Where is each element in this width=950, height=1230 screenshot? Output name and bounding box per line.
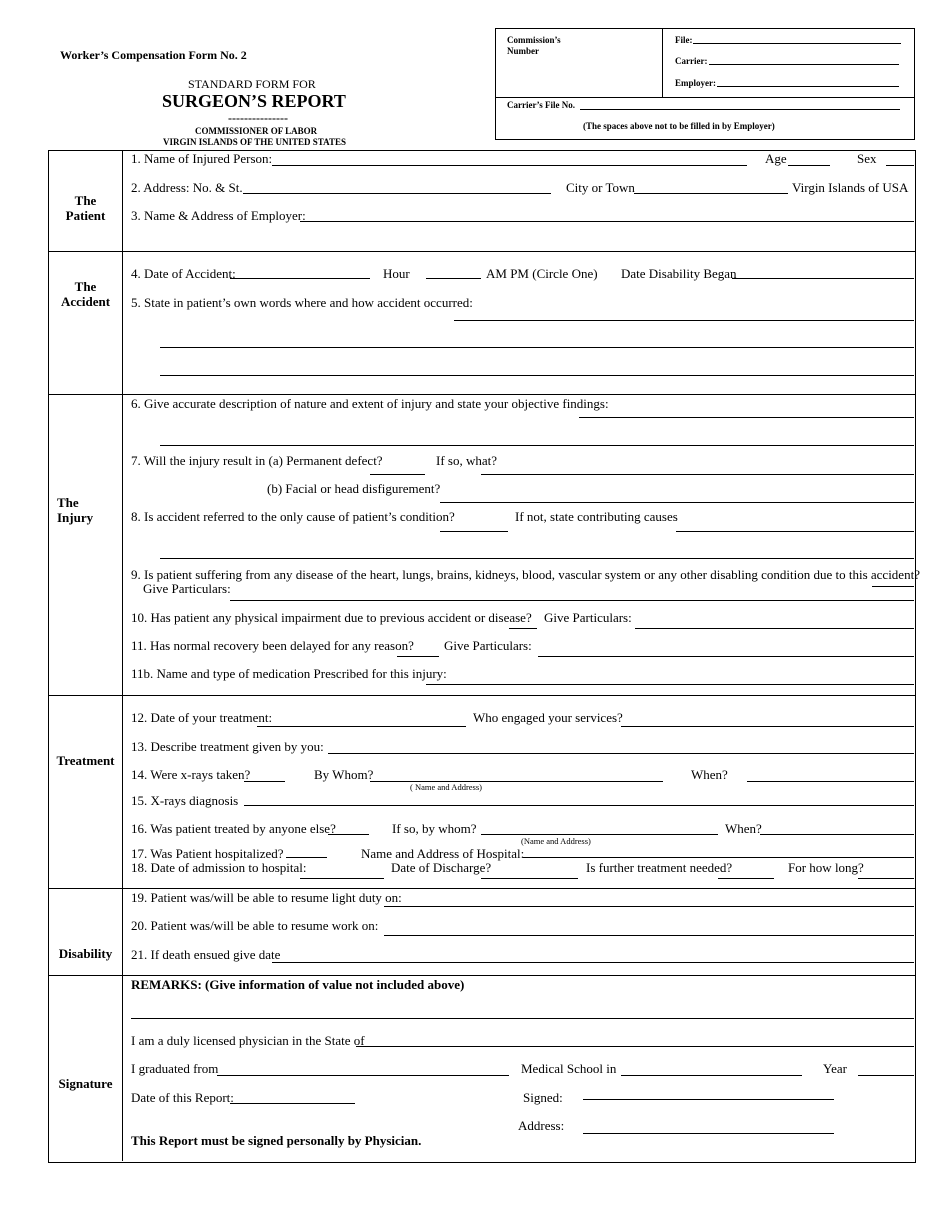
injured-name-field[interactable]	[272, 165, 747, 166]
q7-ifso-label: If so, what?	[436, 453, 498, 468]
q2-label: 2. Address: No. & St.	[131, 180, 243, 195]
death-date-field[interactable]	[272, 962, 914, 963]
sex-label: Sex	[857, 151, 877, 166]
q14-name-address-hint: ( Name and Address)	[410, 782, 482, 792]
q18-further-label: Is further treatment needed?	[586, 860, 733, 875]
licensed-label: I am a duly licensed physician in the State of	[131, 1033, 365, 1048]
address-street-field[interactable]	[243, 193, 551, 194]
q9-particulars-label: Give Particulars:	[143, 581, 231, 596]
city-field[interactable]	[634, 193, 788, 194]
q12-label: 12. Date of your treatment:	[131, 710, 273, 725]
graduated-from-field[interactable]	[217, 1075, 509, 1076]
q11b-label: 11b. Name and type of medication Prescribed for this injury:	[131, 666, 447, 681]
accident-description-line-1[interactable]	[454, 320, 914, 321]
city-label: City or Town	[566, 180, 635, 195]
date-report-label: Date of this Report:	[131, 1090, 234, 1105]
q16-name-address-hint: (Name and Address)	[521, 836, 591, 846]
section-treatment: Treatment	[56, 753, 115, 768]
q11-particulars-label: Give Particulars:	[444, 638, 532, 653]
disfigurement-field[interactable]	[440, 502, 914, 503]
q9-label: 9. Is patient suffering from any disease of the heart, lungs, brains, kidneys, blood, vascular system or any other disabling condition due to this accident?	[131, 567, 920, 582]
section-injury: The Injury	[57, 495, 94, 525]
section-signature: Signature	[58, 1076, 113, 1091]
impairment-particulars-field[interactable]	[635, 628, 914, 629]
graduation-year-field[interactable]	[858, 1075, 914, 1076]
q19-label: 19. Patient was/will be able to resume light duty on:	[131, 890, 402, 905]
file-field[interactable]	[693, 43, 901, 44]
q14-label: 14. Were x-rays taken?	[131, 767, 251, 782]
treated-by-other-field[interactable]	[328, 834, 369, 835]
vi-usa-label: Virgin Islands of USA	[792, 180, 909, 195]
remarks-field[interactable]	[131, 1018, 914, 1019]
sex-field[interactable]	[886, 165, 914, 166]
q8-label: 8. Is accident referred to the only cause of patient’s condition?	[131, 509, 455, 524]
page-title: SURGEON’S REPORT	[162, 91, 346, 111]
further-treatment-field[interactable]	[718, 878, 774, 879]
q16-label: 16. Was patient treated by anyone else?	[131, 821, 336, 836]
employer-address-field[interactable]	[300, 221, 914, 222]
carrier-field[interactable]	[709, 64, 899, 65]
q3-label: 3. Name & Address of Employer:	[131, 208, 306, 223]
other-treater-field[interactable]	[481, 834, 718, 835]
employer-office-field[interactable]	[717, 86, 899, 87]
q18-label: 18. Date of admission to hospital:	[131, 860, 307, 875]
discharge-date-field[interactable]	[481, 878, 578, 879]
other-treater-when-field[interactable]	[760, 834, 914, 835]
q8-ifnot-label: If not, state contributing causes	[515, 509, 678, 524]
form-number: Worker’s Compensation Form No. 2	[60, 48, 247, 62]
q14-when-label: When?	[691, 767, 728, 782]
ampm-label: AM PM (Circle One)	[486, 266, 598, 281]
resume-work-field[interactable]	[384, 935, 914, 936]
q13-label: 13. Describe treatment given by you:	[131, 739, 324, 754]
recovery-delayed-field[interactable]	[397, 656, 439, 657]
q12-who-label: Who engaged your services?	[473, 710, 623, 725]
address-label: Address:	[518, 1118, 565, 1133]
q1-label: 1. Name of Injured Person:	[131, 151, 273, 166]
q18-howlong-label: For how long?	[788, 860, 864, 875]
q16-when-label: When?	[725, 821, 762, 836]
q15-label: 15. X-rays diagnosis	[131, 793, 239, 808]
hospital-name-address-field[interactable]	[523, 857, 914, 858]
q5-label: 5. State in patient’s own words where and how accident occurred:	[131, 295, 473, 310]
age-label: Age	[765, 151, 787, 166]
carrier-file-no-label: Carrier’s File No.	[507, 100, 576, 110]
admission-date-field[interactable]	[300, 878, 384, 879]
contributing-causes-field[interactable]	[676, 531, 914, 532]
recovery-particulars-field[interactable]	[538, 656, 914, 657]
q4-label: 4. Date of Accident:	[131, 266, 236, 281]
commissioner-label: COMMISSIONER OF LABOR	[195, 126, 318, 136]
title-dashes: ---------------	[228, 111, 288, 125]
disability-began-field[interactable]	[732, 278, 914, 279]
xrays-when-field[interactable]	[747, 781, 914, 782]
license-state-field[interactable]	[356, 1046, 914, 1047]
year-label: Year	[823, 1061, 847, 1076]
permanent-defect-field[interactable]	[370, 474, 425, 475]
how-long-field[interactable]	[858, 878, 914, 879]
commission-number-label: Commission’s	[507, 35, 561, 45]
med-school-location-field[interactable]	[621, 1075, 802, 1076]
hour-label: Hour	[383, 266, 410, 281]
treatment-description-field[interactable]	[328, 753, 914, 754]
standard-form-label: STANDARD FORM FOR	[188, 77, 316, 91]
section-patient: The Patient	[65, 193, 106, 223]
report-date-field[interactable]	[230, 1103, 355, 1104]
xrays-diagnosis-field[interactable]	[244, 805, 914, 806]
graduated-label: I graduated from	[131, 1061, 219, 1076]
engaged-by-field[interactable]	[621, 726, 914, 727]
light-duty-field[interactable]	[384, 906, 914, 907]
q20-label: 20. Patient was/will be able to resume work on:	[131, 918, 379, 933]
q10-particulars-label: Give Particulars:	[544, 610, 632, 625]
employer-label: Employer:	[675, 78, 716, 88]
med-school-label: Medical School in	[521, 1061, 617, 1076]
must-sign-note: This Report must be signed personally by Physician.	[131, 1133, 422, 1148]
commission-number-label-2: Number	[507, 46, 539, 56]
q7-label: 7. Will the injury result in (a) Permanent defect?	[131, 453, 383, 468]
age-field[interactable]	[788, 165, 830, 166]
q10-label: 10. Has patient any physical impairment due to previous accident or disease?	[131, 610, 532, 625]
physician-address-field[interactable]	[583, 1133, 834, 1134]
islands-label: VIRGIN ISLANDS OF THE UNITED STATES	[163, 137, 346, 147]
accident-description-line-2[interactable]	[160, 347, 914, 348]
q6-label: 6. Give accurate description of nature and extent of injury and state your objective findings:	[131, 396, 609, 411]
disability-began-label: Date Disability Began	[621, 266, 737, 281]
hospitalized-field[interactable]	[286, 857, 327, 858]
treatment-date-field[interactable]	[257, 726, 466, 727]
carrier-label: Carrier:	[675, 56, 708, 66]
section-accident: The Accident	[60, 279, 111, 309]
impairment-field[interactable]	[509, 628, 537, 629]
label-column-divider	[122, 151, 123, 1161]
contributing-causes-line-2[interactable]	[160, 558, 914, 559]
accident-description-line-3[interactable]	[160, 375, 914, 376]
q16-ifso-label: If so, by whom?	[392, 821, 477, 836]
xrays-taken-field[interactable]	[244, 781, 285, 782]
accident-date-field[interactable]	[230, 278, 370, 279]
permanent-defect-what-field[interactable]	[481, 474, 914, 475]
q21-label: 21. If death ensued give date	[131, 947, 281, 962]
q17-label: 17. Was Patient hospitalized?	[131, 846, 284, 861]
office-note: (The spaces above not to be filled in by Employer)	[583, 121, 775, 131]
injury-description-line-2[interactable]	[160, 445, 914, 446]
q11-label: 11. Has normal recovery been delayed for any reason?	[131, 638, 414, 653]
signed-label: Signed:	[523, 1090, 563, 1105]
hour-field[interactable]	[426, 278, 481, 279]
signature-field[interactable]	[583, 1099, 834, 1100]
only-cause-field[interactable]	[440, 531, 508, 532]
remarks-label: REMARKS: (Give information of value not included above)	[131, 977, 465, 992]
section-disability: Disability	[58, 946, 113, 961]
q17-hospital-label: Name and Address of Hospital:	[361, 846, 525, 861]
medication-field[interactable]	[426, 684, 914, 685]
file-label: File:	[675, 35, 693, 45]
injury-description-line-1[interactable]	[579, 417, 914, 418]
q7b-label: (b) Facial or head disfigurement?	[267, 481, 441, 496]
q14-bywhom-label: By Whom?	[314, 767, 374, 782]
disease-particulars-field[interactable]	[230, 600, 914, 601]
q18-discharge-label: Date of Discharge?	[391, 860, 492, 875]
disease-answer-field[interactable]	[872, 586, 914, 587]
carrier-file-no-field[interactable]	[580, 109, 900, 110]
